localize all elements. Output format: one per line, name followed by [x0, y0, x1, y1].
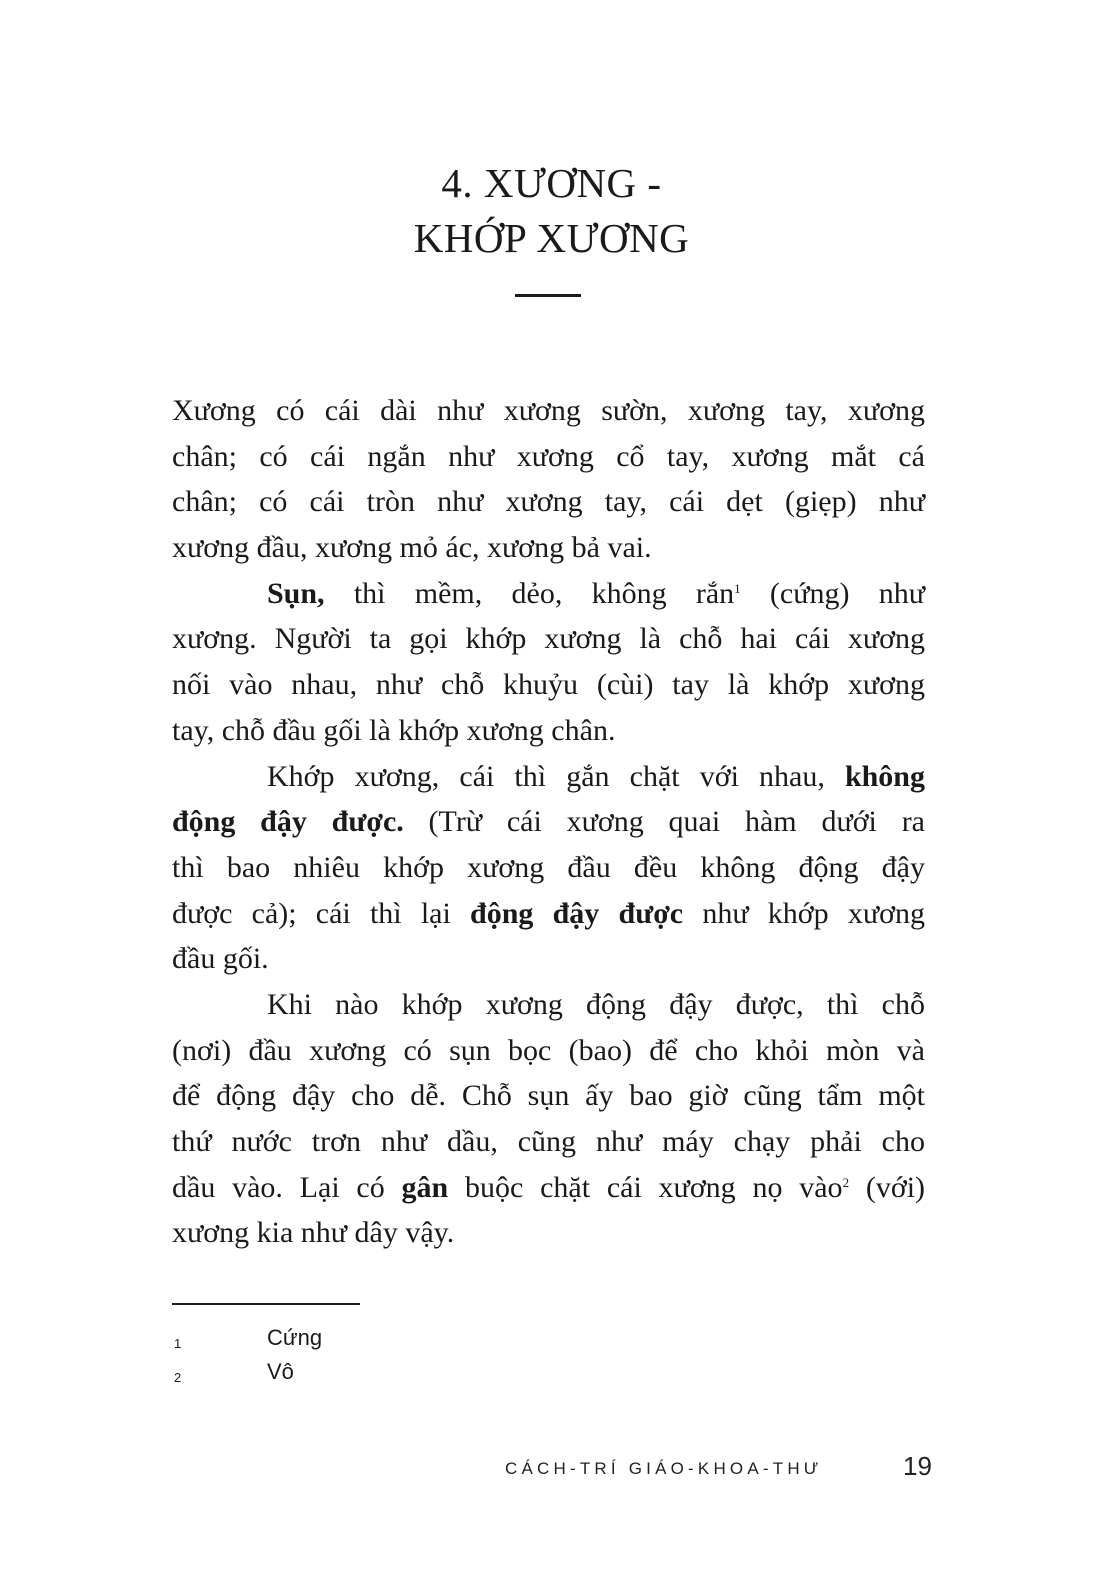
text-line — [172, 754, 925, 800]
text-span: để động đậy cho dễ. Chỗ sụn ấy bao giờ cũng tẩm một — [172, 1079, 925, 1113]
footnote-ref: 2 — [842, 1174, 850, 1190]
text-line — [172, 571, 925, 617]
chapter-title-line-1: 4. XƯƠNG - — [441, 160, 662, 206]
text-span: Xương có cái dài như xương sườn, xương tay, xương — [172, 394, 925, 427]
text-line — [172, 434, 925, 480]
text-span: buộc chặt cái xương nọ vào — [448, 1170, 843, 1204]
page-number: 19 — [903, 1451, 932, 1481]
text-span: như khớp xương — [683, 896, 925, 930]
text-line — [172, 936, 925, 982]
text-span: Khớp xương, cái thì gắn chặt với nhau, — [267, 759, 845, 793]
text-span: (Trừ cái xương quai hàm dưới ra — [403, 805, 925, 839]
footnote-text: Cứng — [267, 1325, 323, 1350]
footnote-ref: 1 — [734, 580, 741, 596]
text-line — [172, 525, 925, 571]
body-text — [172, 388, 925, 1256]
text-line — [172, 479, 925, 525]
text-span: xương. Người ta gọi khớp xương là chỗ hai cái xương — [172, 622, 925, 656]
text-line — [172, 616, 925, 662]
footnote-number: 2 — [174, 1370, 182, 1385]
text-span: Khi nào khớp xương động đậy được, thì chỗ — [267, 987, 925, 1021]
bold-text: động đậy được. — [172, 805, 404, 839]
text-span: thì mềm, dẻo, không rắn — [324, 576, 735, 610]
running-footer-title: CÁCH-TRÍ GIÁO-KHOA-THƯ — [505, 1459, 823, 1478]
footnote-divider — [172, 1303, 360, 1305]
text-span: được cả); cái thì lại — [172, 896, 471, 930]
text-line — [172, 1028, 925, 1074]
text-line — [172, 1210, 925, 1256]
text-line — [172, 1165, 925, 1211]
bold-text: gân — [401, 1170, 449, 1204]
text-span: tay, chỗ đầu gối là khớp xương chân. — [172, 713, 616, 747]
text-line — [172, 891, 925, 937]
text-span: xương đầu, xương mỏ ác, xương bả vai. — [172, 531, 652, 565]
text-span: thứ nước trơn như dầu, cũng như máy chạy phải cho — [172, 1125, 925, 1158]
text-span: xương kia như dây vậy. — [172, 1216, 455, 1250]
bold-text: không — [844, 759, 925, 793]
footnote-text: Vô — [267, 1359, 294, 1384]
text-span: nối vào nhau, như chỗ khuỷu (cùi) tay là khớp xương — [172, 668, 925, 702]
title-divider — [515, 294, 581, 297]
text-span: chân; có cái tròn như xương tay, cái dẹt (giẹp) như — [172, 485, 925, 519]
text-line — [172, 982, 925, 1028]
chapter-title-line-2: KHỚP XƯƠNG — [413, 215, 690, 261]
bold-text: Sụn, — [267, 576, 325, 610]
text-span: (cứng) như — [740, 576, 925, 610]
text-line — [172, 1073, 925, 1119]
footnote-number: 1 — [174, 1336, 182, 1351]
text-line — [172, 388, 925, 434]
text-span: (nơi) đầu xương có sụn bọc (bao) để cho khỏi mòn và — [172, 1033, 925, 1067]
text-line — [172, 799, 925, 845]
text-line — [172, 845, 925, 891]
text-line — [172, 708, 925, 754]
text-span: đầu gối. — [172, 942, 269, 976]
text-line — [172, 1119, 925, 1165]
bold-text: động đậy được — [470, 896, 684, 930]
text-span: (với) — [849, 1170, 926, 1204]
text-span: dầu vào. Lại có — [172, 1170, 402, 1204]
text-line — [172, 662, 925, 708]
text-span: chân; có cái ngắn như xương cổ tay, xương mắt cá — [172, 439, 925, 473]
text-span: thì bao nhiêu khớp xương đầu đều không động đậy — [172, 850, 925, 884]
